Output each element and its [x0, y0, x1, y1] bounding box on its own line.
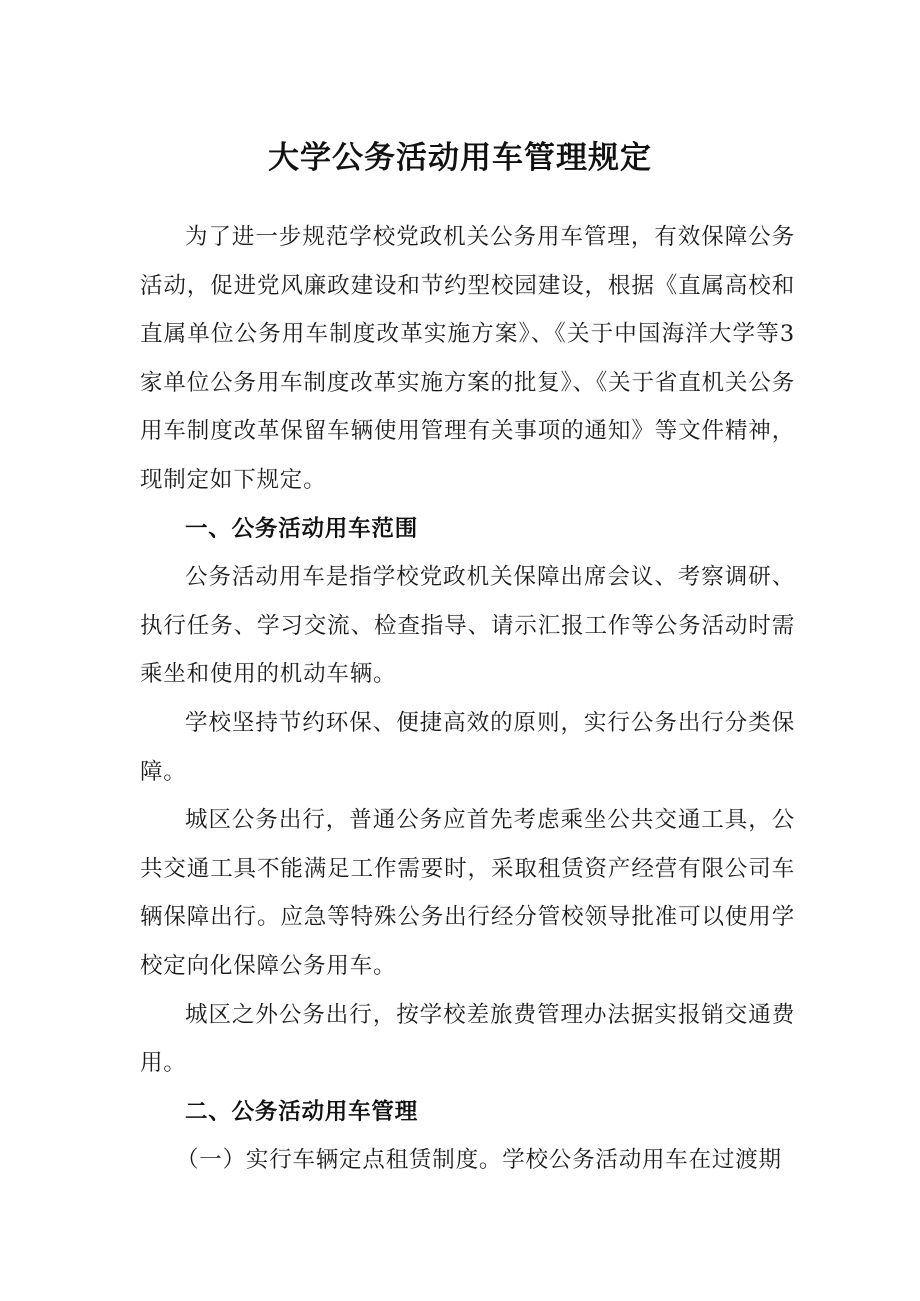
document-title: 大学公务活动用车管理规定: [268, 140, 652, 176]
section-heading-management: 二、公务活动用车管理: [185, 1098, 419, 1125]
scope-paragraph-definition: 公务活动用车是指学校党政机关保障出席会议、考察调研、执行任务、学习交流、检查指导、请示汇报工作等公务活动时需乘坐和使用的机动车辆。: [140, 564, 795, 688]
scope-paragraph-outside-urban: 城区之外公务出行，按学校差旅费管理办法据实报销交通费用。: [140, 1001, 795, 1077]
management-paragraph-rental: （一）实行车辆定点租赁制度。学校公务活动用车在过渡期: [176, 1147, 782, 1174]
scope-paragraph-urban-travel: 城区公务出行，普通公务应首先考虑乘坐公共交通工具，公共交通工具不能满足工作需要时，采取租赁资产经营有限公司车辆保障出行。应急等特殊公务出行经分管校领导批准可以使用学校定向化保障公务用车。: [140, 807, 795, 979]
intro-paragraph: 为了进一步规范学校党政机关公务用车管理，有效保障公务活动，促进党风廉政建设和节约型校园建设，根据《直属高校和直属单位公务用车制度改革实施方案》、《关于中国海洋大学等3家单位公务用车制度改革实施方案的批复》、《关于省直机关公务用车制度改革保留车辆使用管理有关事项的通知》等文件精神，现制定如下规定。: [140, 224, 795, 493]
scope-paragraph-principle: 学校坚持节约环保、便捷高效的原则，实行公务出行分类保障。: [140, 709, 795, 785]
document-body: [140, 213, 795, 1185]
section-heading-scope: 一、公务活动用车范围: [185, 515, 419, 542]
